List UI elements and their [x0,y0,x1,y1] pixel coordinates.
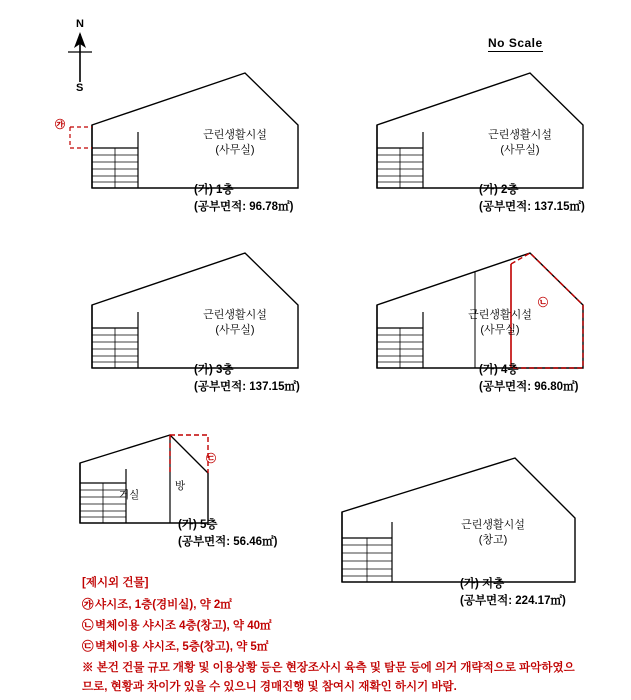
no-scale-label: No Scale [488,36,543,50]
floorplan-3f [60,250,300,393]
marker-ga-1f: ㉮ [55,120,65,131]
floorplan-2f-detail: (사무실) [500,144,540,156]
floorplan-b1-detail: (창고) [478,534,508,546]
marker-da-5f: ㉢ [206,454,216,465]
floorplan-4f-caption-area: (공부면적: 96.80㎡) [479,381,579,393]
floorplan-2f-caption-title: (가) 2층 [479,184,519,196]
floorplan-3f-caption-title: (가) 3층 [194,364,234,376]
floorplan-5f-caption-area: (공부면적: 56.46㎡) [178,536,278,548]
compass-north-label: N [76,18,84,30]
legend-text-2: 벽체이용 샤시조 4층(창고), 약 40㎡ [95,620,272,632]
floorplan-5f [60,425,278,548]
floorplan-1f-caption-area: (공부면적: 96.78㎡) [194,201,294,213]
compass-south-label: S [76,82,84,94]
legend-item-3 [82,637,272,658]
disclaimer-note: ※ 본건 건물 규모 개황 및 이용상황 등은 현장조사시 육측 및 탐문 등에 의거 개략적으로 파악하였으므로, 현황과 차이가 있을 수 있으니 경매진행 및 참여시 재확인 하시기 바람. [82,662,575,693]
floorplan-2f-use: 근린생활시설 [488,129,552,141]
floorplan-5f-caption-title: (가) 5층 [178,519,218,531]
floorplan-5f-room-a: 거실 [119,489,140,501]
floorplan-4f-detail: (사무실) [480,324,520,336]
floorplan-3f-caption-area: (공부면적: 137.15㎡) [194,381,300,393]
legend-text-3: 벽체이용 샤시조, 5층(창고), 약 5㎡ [95,641,269,653]
floorplan-1f-use: 근린생활시설 [203,129,267,141]
floorplan-b1 [320,450,590,607]
legend-bullet-da-icon: ㉢ [82,641,94,653]
floorplan-4f [345,250,585,393]
legend-title: [제시외 건물] [82,577,149,589]
floorplan-b1-use: 근린생활시설 [461,519,525,531]
floorplan-3f-detail: (사무실) [215,324,255,336]
floorplan-2f-caption-area: (공부면적: 137.15㎡) [479,201,585,213]
floorplan-b1-caption-area: (공부면적: 224.17㎡) [460,595,566,607]
floorplan-b1-caption-title: (가) 지층 [460,578,505,590]
legend [82,573,272,658]
floorplan-5f-room-b: 방 [175,480,186,492]
floorplan-3f-use: 근린생활시설 [203,309,267,321]
legend-bullet-ga-icon: ㉮ [82,599,94,611]
marker-na-4f: ㉡ [538,298,548,309]
floorplan-4f-use: 근린생활시설 [468,309,532,321]
floorplan-1f [55,70,300,213]
floorplan-4f-caption-title: (가) 4층 [479,364,519,376]
legend-text-1: 샤시조, 1층(경비실), 약 2㎡ [95,599,232,611]
floorplan-2f [345,70,585,213]
legend-item-2 [82,616,272,637]
floorplan-1f-detail: (사무실) [215,144,255,156]
legend-item-1 [82,595,272,616]
legend-bullet-na-icon: ㉡ [82,620,94,632]
floorplan-1f-caption-title: (가) 1층 [194,184,234,196]
